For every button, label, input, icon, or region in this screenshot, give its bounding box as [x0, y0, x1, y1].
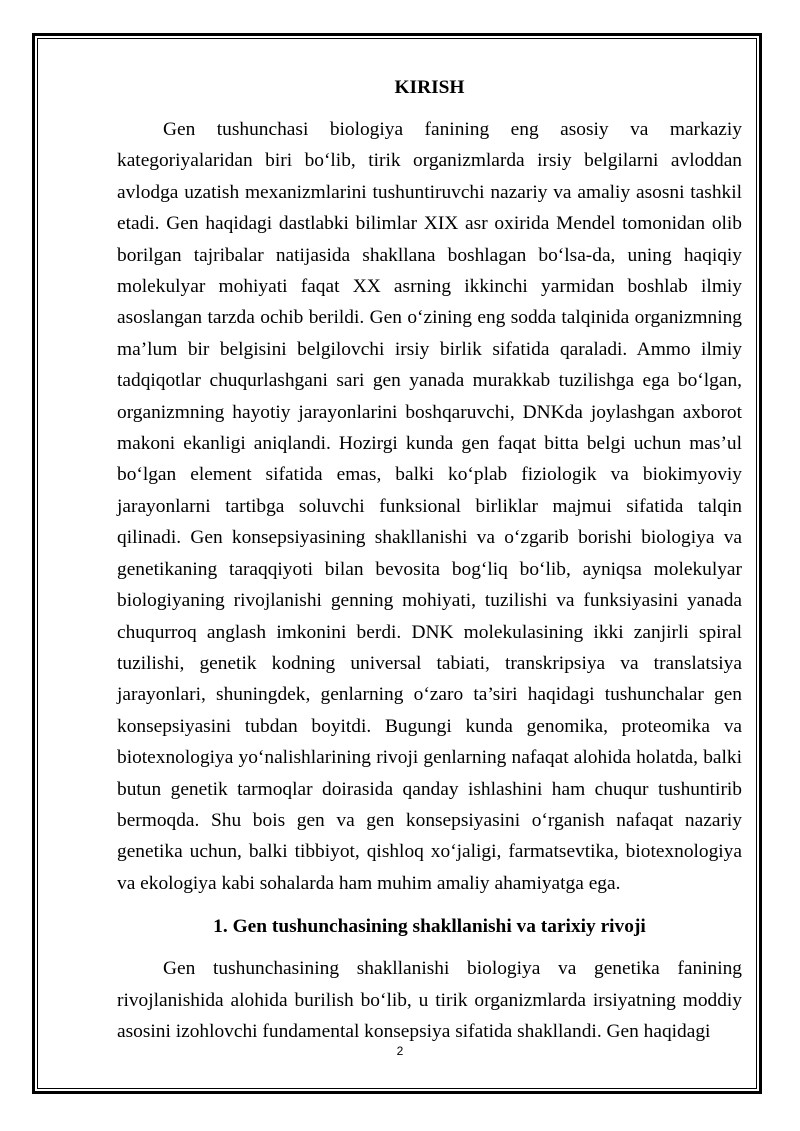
section-heading: 1. Gen tushunchasining shakllanishi va tarixiy rivoji	[213, 916, 646, 938]
section-paragraph: Gen tushunchasining shakllanishi biologiya va genetika fanining rivojlanishida alohida burilish bo‘lib, u tirik organizmlarda irsiyatning moddiy asosini izohlovchi fundamental konsepsiya sifatida shakllandi. Gen haqidagi	[117, 958, 742, 1042]
page-number: 2	[396, 1044, 404, 1058]
intro-paragraph: Gen tushunchasi biologiya fanining eng asosiy va markaziy kategoriyalaridan biri bo‘lib, tirik organizmlarda irsiy belgilarni avloddan avlodga uzatish mexanizmlarini tushuntiruvchi nazariy va amaliy asosni tashkil etadi. Gen haqidagi dastlabki bilimlar XIX asr oxirida Mendel tomonidan olib borilgan tajribalar natijasida shakllana boshlagan bo‘lsa-da, uning haqiqiy molekulyar mohiyati faqat XX asrning ikkinchi yarmidan boshlab ilmiy asoslangan tarzda ochib berildi. Gen o‘zining eng sodda talqinida organizmning ma’lum bir belgisini belgilovchi irsiy birlik sifatida qaraladi. Ammo ilmiy tadqiqotlar chuqurlashgani sari gen yanada murakkab tuzilishga ega bo‘lgan, organizmning hayotiy jarayonlarini boshqaruvchi, DNKda joylashgan axborot makoni ekanligi aniqlandi. Hozirgi kunda gen faqat bitta belgi uchun mas’ul bo‘lgan element sifatida emas, balki ko‘plab fiziologik va biokimyoviy jarayonlarni tartibga soluvchi funksional birliklar majmui sifatida talqin qilinadi. Gen konsepsiyasining shakllanishi va o‘zgarib borishi biologiya va genetikaning taraqqiyoti bilan bevosita bog‘liq bo‘lib, ayniqsa molekulyar biologiyaning rivojlanishi genning mohiyati, tuzilishi va funksiyasini yanada chuqurroq anglash imkonini berdi. DNK molekulasining ikki zanjirli spiral tuzilishi, genetik kodning universal tabiati, transkripsiya va translatsiya jarayonlari, shuningdek, genlarning o‘zaro ta’siri haqidagi tushunchalar gen konsepsiyasini tubdan boyitdi. Bugungi kunda genomika, proteomika va biotexnologiya yo‘nalishlarining rivoji genlarning nafaqat alohida holatda, balki butun genetik tarmoqlar doirasida qanday ishlashini ham chuqur tushuntirib bermoqda. Shu bois gen va gen konsepsiyasini o‘rganish nafaqat nazariy genetika uchun, balki tibbiyot, qishloq xo‘jaligi, farmatsevtika, biotexnologiya va ekologiya kabi sohalarda ham muhim amaliy ahamiyatga ega.	[117, 119, 742, 894]
page-title: KIRISH	[394, 77, 465, 98]
page-content	[117, 72, 742, 1047]
